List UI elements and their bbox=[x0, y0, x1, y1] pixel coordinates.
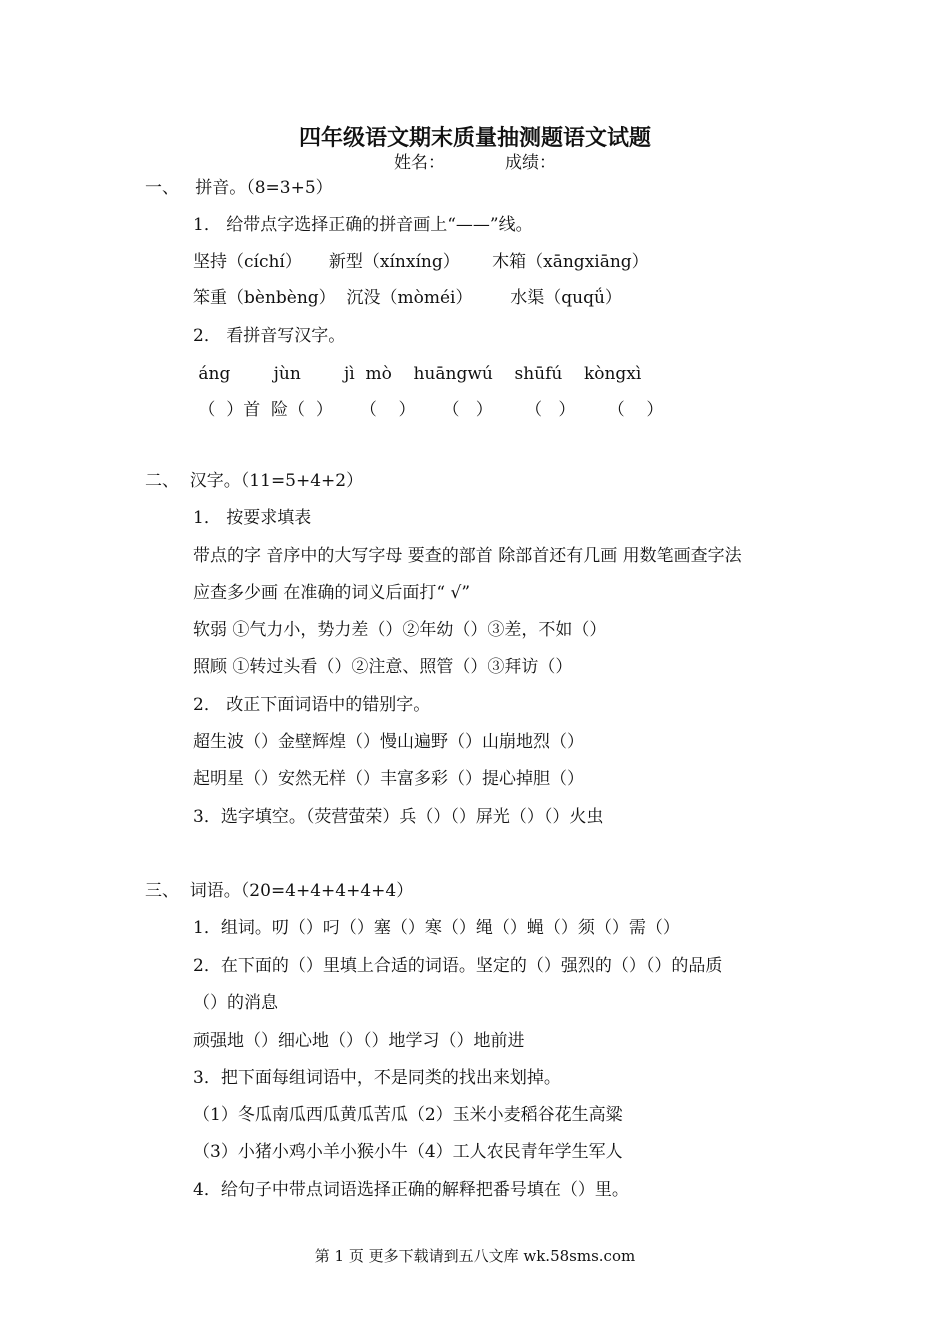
q3-3-instruction: 3．把下面每组词语中，不是同类的找出来划掉。 bbox=[193, 1068, 561, 1088]
section-1-heading: 一、 拼音。（8=3+5） bbox=[145, 178, 333, 198]
q3-2-instruction: 2．在下面的（）里填上合适的词语。坚定的（）强烈的（）（）的品质 bbox=[193, 956, 723, 976]
q1-1-options-row1: 坚持（cíchí） 新型（xínxíng） 木箱（xāngxiāng） bbox=[193, 252, 649, 272]
name-label: 姓名： bbox=[394, 153, 445, 173]
pinyin-row: áng jùn jì mò huāngwú shūfú kòngxì bbox=[193, 364, 642, 384]
page-title: 四年级语文期末质量抽测题语文试题 bbox=[298, 125, 651, 151]
typo-row1: 超生波（）金壁辉煌（）慢山遍野（）山崩地烈（） bbox=[193, 732, 584, 752]
q1-1-options-row2: 笨重（bènbèng） 沉没（mòméi） 水渠（quqǘ） bbox=[193, 288, 622, 308]
q3-3-groups-1-2: （1）冬瓜南瓜西瓜黄瓜苦瓜（2）玉米小麦稻谷花生高粱 bbox=[193, 1105, 623, 1125]
table-header-line2: 应查多少画 在准确的词义后面打“ √” bbox=[193, 583, 471, 603]
answer-blanks-row: （ ）首 险（ ） （ ） （ ） （ ） （ ） bbox=[193, 400, 664, 420]
table-header-line1: 带点的字 音序中的大写字母 要查的部首 除部首还有几画 用数笔画查字法 bbox=[193, 546, 742, 566]
typo-row2: 起明星（）安然无样（）丰富多彩（）提心掉胆（） bbox=[193, 769, 584, 789]
q3-4-instruction: 4．给句子中带点词语选择正确的解释把番号填在（）里。 bbox=[193, 1180, 629, 1200]
page-footer: 第 1 页 更多下载请到五八文库 wk.58sms.com bbox=[314, 1247, 636, 1265]
q1-1-instruction: 1． 给带点字选择正确的拼音画上“——”线。 bbox=[193, 215, 533, 235]
q3-1-word-groups: 1．组词。叨（）叼（）塞（）寒（）绳（）蝇（）须（）需（） bbox=[193, 918, 680, 938]
section-3-heading: 三、 词语。（20=4+4+4+4+4） bbox=[145, 881, 414, 901]
q3-2-continued: （）的消息 bbox=[193, 993, 278, 1013]
q2-3-fill-in: 3．选字填空。（荧营萤荣）兵（）（）屏光（）（）火虫 bbox=[193, 807, 604, 827]
q2-2-instruction: 2． 改正下面词语中的错别字。 bbox=[193, 695, 431, 715]
section-2-heading: 二、 汉字。（11=5+4+2） bbox=[145, 471, 364, 491]
q3-2-adverbs: 顽强地（）细心地（）（）地学习（）地前进 bbox=[193, 1031, 525, 1051]
word-meaning-ruanruo: 软弱 ①气力小，势力差（）②年幼（）③差，不如（） bbox=[193, 620, 607, 640]
score-label: 成绩： bbox=[505, 153, 556, 173]
word-meaning-zhaogu: 照顾 ①转过头看（）②注意、照管（）③拜访（） bbox=[193, 657, 573, 677]
q3-3-groups-3-4: （3）小猪小鸡小羊小猴小牛（4）工人农民青年学生军人 bbox=[193, 1142, 623, 1162]
student-info-line bbox=[0, 152, 950, 174]
q2-1-instruction: 1． 按要求填表 bbox=[193, 508, 312, 528]
q1-2-instruction: 2． 看拼音写汉字。 bbox=[193, 326, 346, 346]
